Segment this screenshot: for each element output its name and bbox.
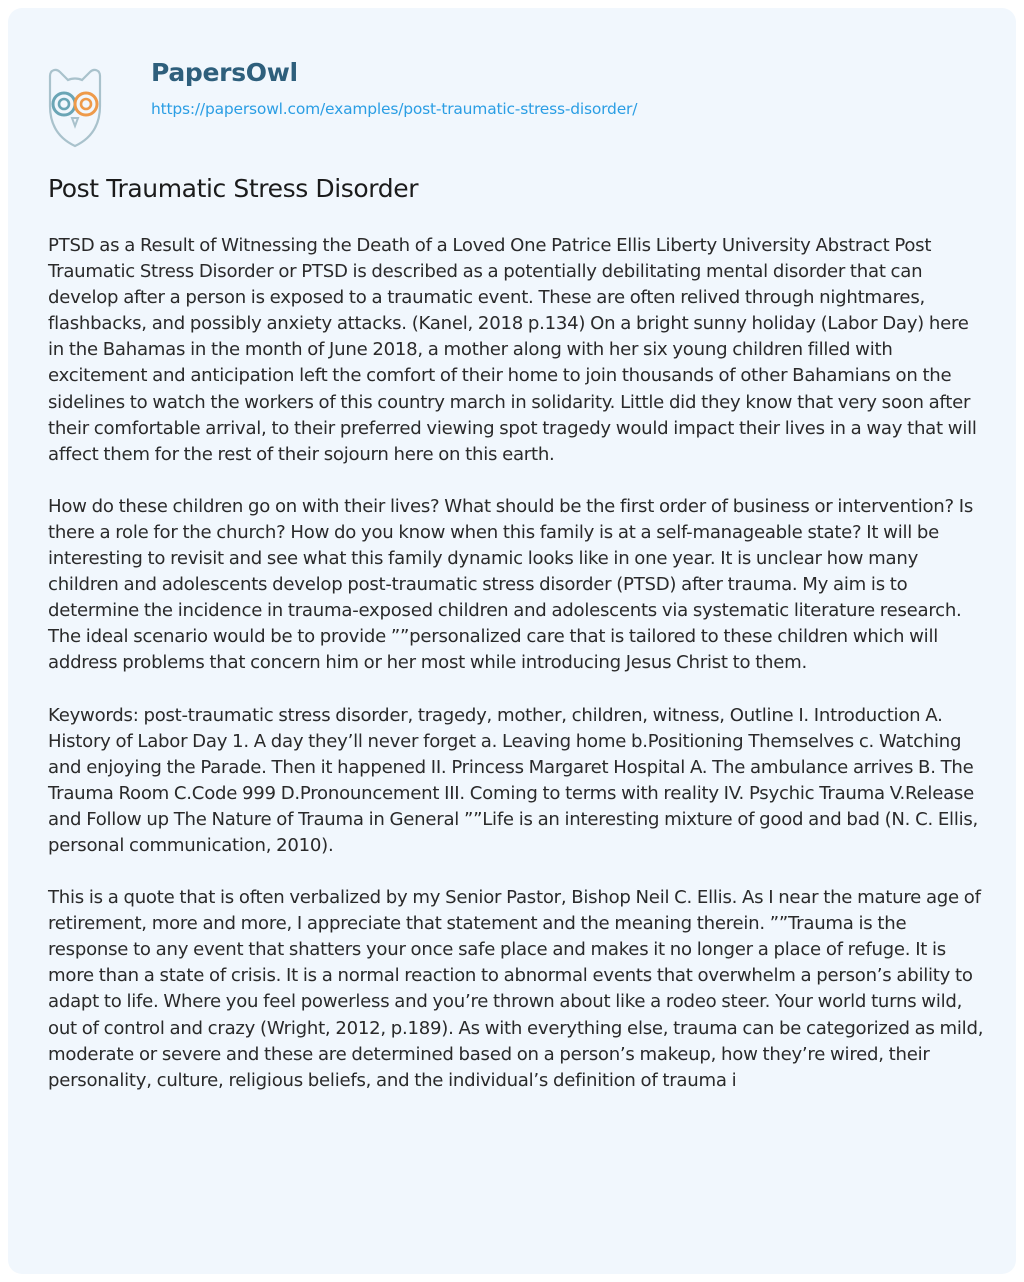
source-url-link[interactable]: https://papersowl.com/examples/post-traumatic-stress-disorder/ bbox=[151, 100, 638, 118]
owl-logo-icon bbox=[48, 66, 102, 148]
brand-block bbox=[151, 56, 751, 120]
brand-name[interactable]: PapersOwl bbox=[151, 58, 298, 87]
paragraph: Keywords: post-traumatic stress disorder, tragedy, mother, children, witness, Outline I. Introduction A. History of Labor Day 1. A day they’ll never forget a. Leaving home b.Positioning Themselves c. Watching and enjoying the Parade. Then it happened II. Princess Margaret Hospital A. The ambulance arrives B. The Trauma Room C.Code 999 D.Pronouncement III. Coming to terms with reality IV. Psychic Trauma V.Release and Follow up The Nature of Trauma in General ””Life is an interesting mixture of good and bad (N. C. Ellis, personal communication, 2010). bbox=[48, 704, 979, 856]
document-body bbox=[48, 233, 988, 1120]
page-title: Post Traumatic Stress Disorder bbox=[48, 174, 419, 203]
site-header bbox=[48, 58, 638, 142]
paragraph: This is a quote that is often verbalized by my Senior Pastor, Bishop Neil C. Ellis. As I near the mature age of retirement, more and more, I appreciate that statement and the meaning therein. ””Trauma is the response to any event that shatters your once safe place and makes it no longer a place of refuge. It is more than a state of crisis. It is a normal reaction to abnormal events that overwhelm a person’s ability to adapt to life. Where you feel powerless and you’re thrown about like a rodeo steer. Your world turns wild, out of control and crazy (Wright, 2012, p.189). As with everything else, trauma can be categorized as mild, moderate or severe and these are determined based on a person’s makeup, how they’re wired, their personality, culture, religious beliefs, and the individual’s definition of trauma i bbox=[48, 887, 984, 1091]
paragraph: PTSD as a Result of Witnessing the Death of a Loved One Patrice Ellis Liberty University Abstract Post Traumatic Stress Disorder or PTSD is described as a potentially debilitating mental disorder that can develop after a person is exposed to a traumatic event. These are often relived through nightmares, flashbacks, and possibly anxiety attacks. (Kanel, 2018 p.134) On a bright sunny holiday (Labor Day) here in the Bahamas in the month of June 2018, a mother along with her six young children filled with excitement and anticipation left the comfort of their home to join thousands of other Bahamians on the sidelines to watch the workers of this country march in solidarity. Little did they know that very soon after their comfortable arrival, to their preferred viewing spot tragedy would impact their lives in a way that will affect them for the rest of their sojourn here on this earth. bbox=[48, 235, 977, 465]
paragraph: How do these children go on with their lives? What should be the first order of business or intervention? Is there a role for the church? How do you know when this family is at a self-manageable state? It will be interesting to revisit and see what this family dynamic looks like in one year. It is unclear how many children and adolescents develop post-traumatic stress disorder (PTSD) after trauma. My aim is to determine the incidence in trauma-exposed children and adolescents via systematic literature research. The ideal scenario would be to provide ””personalized care that is tailored to these children which will address problems that concern him or her most while introducing Jesus Christ to them. bbox=[48, 495, 974, 674]
